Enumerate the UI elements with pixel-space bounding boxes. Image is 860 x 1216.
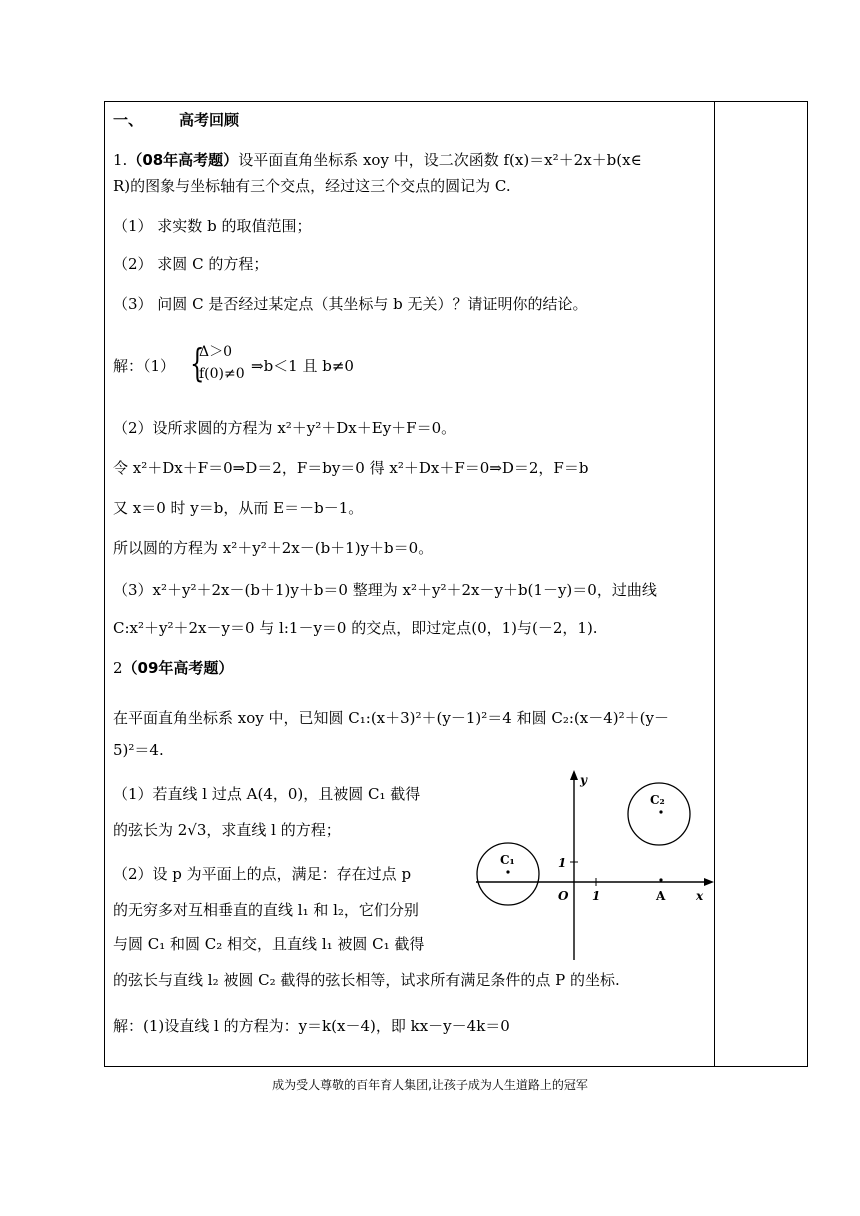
q2-stem-line2: 5)²＝4.: [113, 741, 164, 759]
q2-heading: 2（09年高考题）: [113, 659, 234, 677]
brace-symbol: {: [190, 341, 205, 385]
y-axis-arrow-icon: [570, 770, 578, 780]
origin-label: O: [558, 889, 569, 903]
q1-solution-line: （3）x²＋y²＋2x－(b＋1)y＋b＝0 整理为 x²＋y²＋2x－y＋b(1－y)＝0，过曲线: [113, 581, 657, 599]
q1-solution-line: 所以圆的方程为 x²＋y²＋2x－(b＋1)y＋b＝0。: [113, 539, 434, 557]
q2-part2-line4: 的弦长与直线 l₂ 被圆 C₂ 截得的弦长相等，试求所有满足条件的点 P 的坐标.: [113, 971, 620, 989]
q1-solution-line: 令 x²＋Dx＋F＝0⇒D＝2，F＝by＝0 得 x²＋Dx＋F＝0⇒D＝2，F＝b: [113, 459, 589, 477]
q1-part3: （3） 问圆 C 是否经过某定点（其坐标与 b 无关）？请证明你的结论。: [113, 295, 588, 313]
y-axis-label: y: [580, 773, 587, 787]
q1-solution-1: 解：（1） { Δ＞0 f(0)≠0 ⇒b＜1 且 b≠0: [113, 341, 354, 385]
q1-part2: （2） 求圆 C 的方程；: [113, 255, 269, 273]
q2-part1-line2: 的弦长为 2√3，求直线 l 的方程；: [113, 821, 341, 839]
q1-solution-line: 又 x＝0 时 y＝b，从而 E＝－b－1。: [113, 499, 364, 517]
coordinate-figure: [468, 766, 718, 962]
q1-solution-line: C:x²＋y²＋2x－y＝0 与 l:1－y＝0 的交点，即过定点(0，1)与(－2，1).: [113, 619, 598, 637]
section-heading: [113, 110, 239, 130]
c1-center: [506, 870, 509, 873]
q2-source: （09年高考题）: [122, 659, 234, 677]
x-axis-arrow-icon: [704, 878, 714, 886]
q2-solution-line: 解：(1)设直线 l 的方程为：y＝k(x－4)，即 kx－y－4k＝0: [113, 1017, 510, 1035]
section-title: 高考回顾: [179, 111, 240, 129]
section-number: 一、: [113, 111, 144, 129]
q1-solution-line: （2）设所求圆的方程为 x²＋y²＋Dx＋Ey＋F＝0。: [113, 419, 457, 437]
q2-stem-line1: 在平面直角坐标系 xoy 中，已知圆 C₁:(x＋3)²＋(y－1)²＝4 和圆 C₂:(x－4)²＋(y－: [113, 709, 669, 727]
x-tick-label: 1: [592, 889, 601, 903]
point-a: [659, 878, 662, 881]
q2-part2-line3: 与圆 C₁ 和圆 C₂ 相交，且直线 l₁ 被圆 C₁ 截得: [113, 935, 425, 953]
x-axis-label: x: [696, 889, 704, 903]
q2-part2-line2: 的无穷多对互相垂直的直线 l₁ 和 l₂，它们分别: [113, 901, 419, 919]
q1-part1: （1） 求实数 b 的取值范围；: [113, 217, 312, 235]
c2-center: [659, 810, 662, 813]
inequality-system: Δ＞0 f(0)≠0: [199, 344, 245, 382]
point-a-label: A: [656, 889, 666, 903]
q1-stem-line2: R)的图象与坐标轴有三个交点，经过这三个交点的圆记为 C.: [113, 177, 511, 195]
q2-part2-line1: （2）设 p 为平面上的点，满足：存在过点 p: [113, 865, 412, 883]
q1-source: （08年高考题）: [127, 151, 239, 169]
c2-label: C₂: [650, 793, 665, 807]
c1-label: C₁: [500, 853, 515, 867]
q1-stem-line1: 1.（08年高考题）设平面直角坐标系 xoy 中，设二次函数 f(x)＝x²＋2x＋b(x∈: [113, 151, 642, 169]
y-tick-label: 1: [558, 856, 567, 870]
q2-part1-line1: （1）若直线 l 过点 A(4，0)，且被圆 C₁ 截得: [113, 785, 421, 803]
page-footer: 成为受人尊敬的百年育人集团,让孩子成为人生道路上的冠军: [272, 1078, 588, 1092]
